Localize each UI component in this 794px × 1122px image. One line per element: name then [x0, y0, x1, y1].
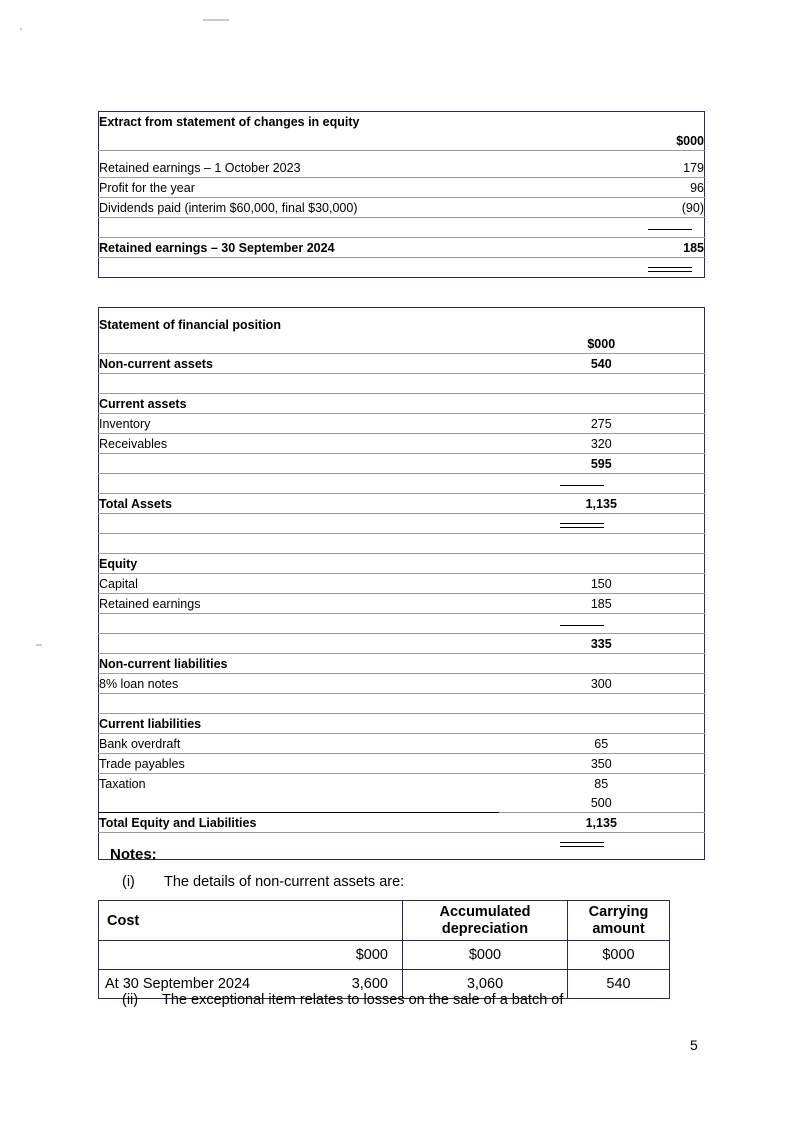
table-row [99, 901, 670, 941]
table-row [99, 774, 705, 794]
sofp-row-value: 350 [499, 754, 705, 774]
socie-table [98, 111, 705, 278]
nca-row-cost: 3,600 [299, 970, 403, 999]
table-row [99, 734, 705, 754]
underline-rule-icon [560, 625, 604, 626]
table-row [99, 514, 705, 534]
sofp-row-label: Retained earnings [99, 594, 499, 614]
sofp-current-assets-label: Current assets [99, 394, 499, 414]
sofp-row-value: 150 [499, 574, 705, 594]
socie-currency-blank [99, 131, 599, 151]
sofp-row-label: Capital [99, 574, 499, 594]
margin-speck-2 [203, 19, 229, 21]
sofp-row-value: 320 [499, 434, 705, 454]
nca-col-carrying-line2: amount [592, 920, 645, 937]
table-row [99, 454, 705, 474]
table-row [99, 793, 705, 813]
table-row [99, 238, 705, 258]
nca-units-blank [99, 941, 299, 970]
table-row [99, 218, 705, 238]
sofp-non-current-assets-value: 540 [499, 354, 705, 374]
sofp-total-rule [499, 833, 705, 853]
sofp-row-value: 185 [499, 594, 705, 614]
sofp-equity-label: Equity [99, 554, 499, 574]
sofp-row-value: 300 [499, 674, 705, 694]
table-row [99, 198, 705, 218]
sofp-row-value: 275 [499, 414, 705, 434]
sofp-currency-header: $000 [499, 334, 705, 354]
sofp-current-liabilities-label: Current liabilities [99, 714, 499, 734]
table-row [99, 833, 705, 853]
table-row [99, 941, 670, 970]
socie-row-label: Dividends paid (interim $60,000, final $30,000) [99, 198, 599, 218]
sofp-total-equity-liabilities-label: Total Equity and Liabilities [99, 813, 499, 833]
table-row [99, 574, 705, 594]
statement-of-financial-position-block [98, 307, 704, 860]
table-row [99, 634, 705, 654]
sofp-total-assets-label: Total Assets [99, 494, 499, 514]
table-row [99, 714, 705, 734]
nca-units-acc-dep: $000 [403, 941, 568, 970]
table-row [99, 374, 705, 394]
table-row [99, 394, 705, 414]
table-row [99, 474, 705, 494]
table-row [99, 131, 705, 151]
page-number: 5 [690, 1037, 698, 1053]
non-current-assets-table-block [98, 900, 669, 999]
socie-row-label: Retained earnings – 1 October 2023 [99, 158, 599, 178]
sofp-title: Statement of financial position [99, 318, 281, 333]
sofp-equity-total: 335 [499, 634, 705, 654]
nca-row-carrying: 540 [568, 970, 670, 999]
table-row [99, 654, 705, 674]
socie-row-value: (90) [599, 198, 705, 218]
sofp-non-current-assets-label: Non-current assets [99, 354, 499, 374]
sofp-table [98, 307, 705, 860]
sofp-current-assets-total: 595 [499, 454, 705, 474]
note-ii-marker: (ii) [122, 992, 139, 1008]
socie-currency-header: $000 [599, 131, 705, 151]
underline-rule-icon [648, 229, 692, 230]
socie-total-value: 185 [599, 238, 705, 258]
sofp-total-equity-liabilities-value: 1,135 [499, 813, 705, 833]
table-row [99, 354, 705, 374]
non-current-assets-table [98, 900, 670, 999]
table-row [99, 315, 705, 334]
sofp-row-label: Receivables [99, 434, 499, 454]
nca-col-acc-dep-line2: depreciation [441, 920, 529, 937]
table-row [99, 754, 705, 774]
note-ii-text: The exceptional item relates to losses on the sale of a batch of [162, 992, 564, 1008]
sofp-non-current-liabilities-label: Non-current liabilities [99, 654, 499, 674]
nca-row-acc-dep: 3,060 [403, 970, 568, 999]
nca-row-label: At 30 September 2024 [99, 970, 299, 999]
table-row [99, 674, 705, 694]
table-row [99, 534, 705, 554]
sofp-total-assets-value: 1,135 [499, 494, 705, 514]
table-row [99, 334, 705, 354]
double-underline-icon [648, 267, 692, 272]
table-row [99, 158, 705, 178]
table-row [99, 594, 705, 614]
sofp-row-label: 8% loan notes [99, 674, 499, 694]
socie-title: Extract from statement of changes in equity [99, 115, 360, 130]
table-row [99, 151, 705, 159]
sofp-row-label: Bank overdraft [99, 734, 499, 754]
nca-col-carrying-amount [568, 901, 670, 941]
sofp-row-label: Inventory [99, 414, 499, 434]
nca-units-carrying: $000 [568, 941, 670, 970]
sofp-total-assets-rule [499, 514, 705, 534]
table-row [99, 554, 705, 574]
table-row [99, 178, 705, 198]
statement-of-changes-in-equity-block [98, 111, 704, 278]
table-row [99, 434, 705, 454]
socie-total-rule [599, 258, 705, 278]
table-row [99, 308, 705, 316]
note-i-marker: (i) [122, 874, 135, 890]
underline-rule-icon [560, 485, 604, 486]
double-underline-icon [560, 523, 604, 528]
sofp-row-label: Taxation [99, 777, 146, 792]
note-item-i [122, 874, 702, 890]
socie-total-label: Retained earnings – 30 September 2024 [99, 238, 599, 258]
socie-row-value: 179 [599, 158, 705, 178]
sofp-row-label: Trade payables [99, 754, 499, 774]
notes-heading: Notes: [110, 846, 157, 863]
table-row [99, 494, 705, 514]
sofp-row-value: 65 [499, 734, 705, 754]
nca-col-cost: Cost [99, 901, 299, 941]
table-row [99, 258, 705, 278]
margin-speck-3 [36, 644, 42, 646]
note-i-text: The details of non-current assets are: [164, 874, 405, 890]
nca-col-accumulated-depreciation [403, 901, 568, 941]
table-row [99, 112, 705, 132]
nca-col-cost-spacer [299, 901, 403, 941]
nca-units-cost: $000 [299, 941, 403, 970]
sofp-equity-rule [499, 614, 705, 634]
socie-title-blank [599, 112, 705, 132]
table-row [99, 414, 705, 434]
nca-col-acc-dep-line1: Accumulated [439, 904, 531, 920]
table-row [99, 813, 705, 833]
table-row [99, 694, 705, 714]
sofp-current-liabilities-total: 500 [499, 793, 705, 813]
socie-row-value: 96 [599, 178, 705, 198]
nca-col-carrying-line1: Carrying [588, 904, 649, 920]
sofp-row-value: 85 [594, 777, 609, 792]
socie-subtotal-rule [599, 218, 705, 238]
socie-row-label: Profit for the year [99, 178, 599, 198]
note-item-ii [122, 992, 702, 1008]
table-row [99, 614, 705, 634]
margin-speck-1 [20, 28, 22, 30]
double-underline-icon [560, 842, 604, 847]
table-row [99, 852, 705, 860]
sofp-current-assets-rule [499, 474, 705, 494]
